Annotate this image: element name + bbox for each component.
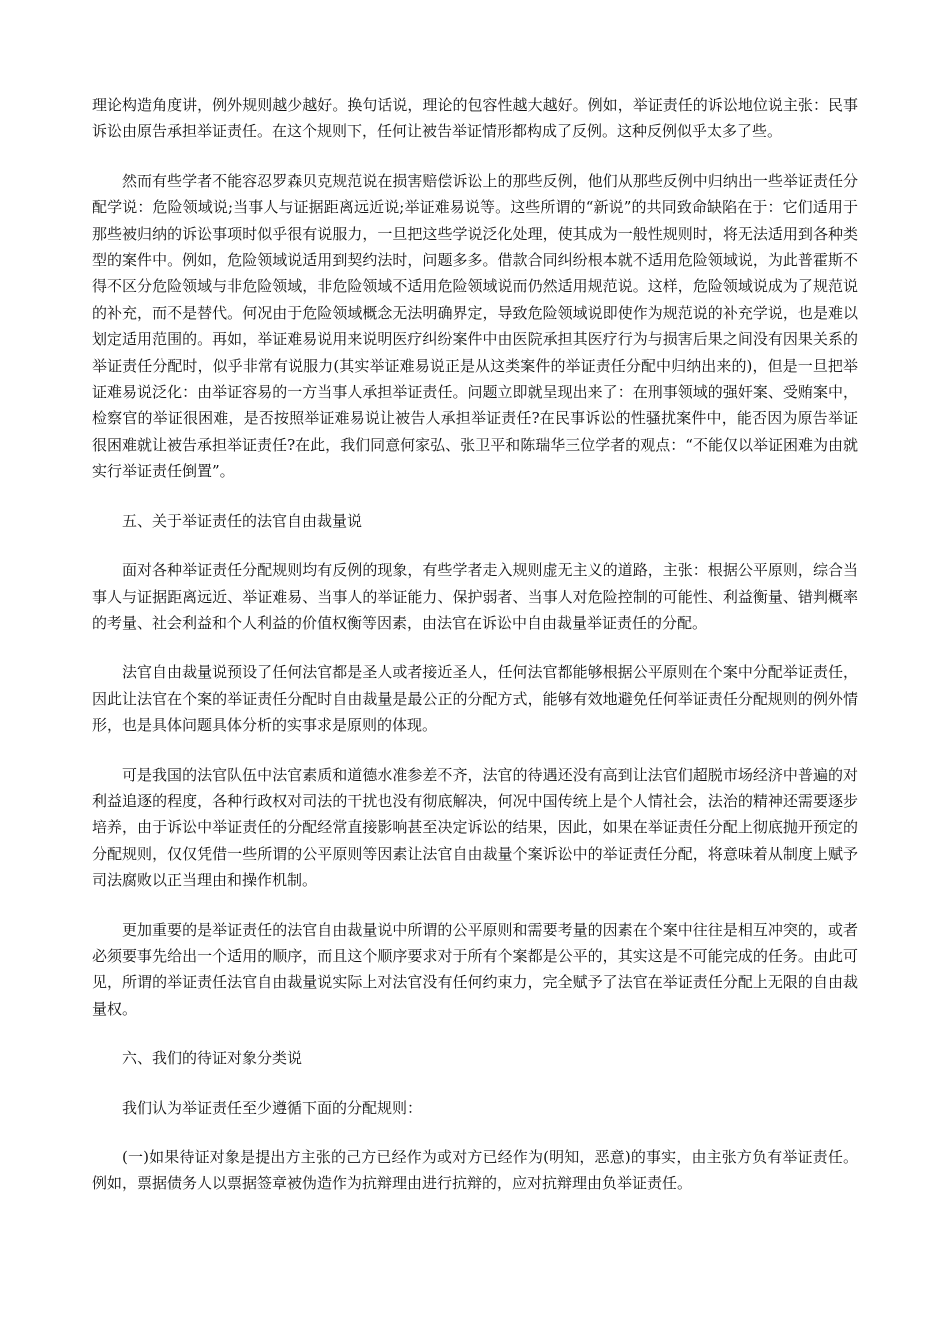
paragraph-conflicting-factors: 更加重要的是举证责任的法官自由裁量说中所谓的公平原则和需要考量的因素在个案中往往是相互冲突的，或者必须要事先给出一个适用的顺序，而且这个顺序要求对于所有个案都是公平的，其实这是不可能完成的任务。由此可见，所谓的举证责任法官自由裁量说实际上对法官没有任何约束力，完全赋予了法官在举证责任分配上无限的自由裁量权。	[92, 920, 858, 1018]
paragraph-discretion-premise: 法官自由裁量说预设了任何法官都是圣人或者接近圣人，任何法官都能够根据公平原则在个案中分配举证责任，因此让法官在个案的举证责任分配时自由裁量是最公正的分配方式，能够有效地避免任何举证责任分配规则的例外情形，也是具体问题具体分析的实事求是原则的体现。	[92, 663, 858, 735]
document-page	[92, 92, 858, 1220]
section-heading-5: 五、关于举证责任的法官自由裁量说	[122, 511, 363, 530]
section-heading-6: 六、我们的待证对象分类说	[122, 1049, 303, 1068]
paragraph-judicial-reality: 可是我国的法官队伍中法官素质和道德水准参差不齐，法官的待遇还没有高到让法官们超脱市场经济中普遍的对利益追逐的程度，各种行政权对司法的干扰也没有彻底解决，何况中国传统上是个人情社会，法治的精神还需要逐步培养，由于诉讼中举证责任的分配经常直接影响甚至决定诉讼的结果，因此，如果在举证责任分配上彻底抛开预定的分配规则，仅仅凭借一些所谓的公平原则等因素让法官自由裁量个案诉讼中的举证责任分配，将意味着从制度上赋予司法腐败以正当理由和操作机制。	[92, 765, 858, 890]
paragraph-continuation: 理论构造角度讲，例外规则越少越好。换句话说，理论的包容性越大越好。例如，举证责任的诉讼地位说主张：民事诉讼由原告承担举证责任。在这个规则下，任何让被告举证情形都构成了反例。这种反例似乎太多了些。	[92, 96, 858, 141]
paragraph-rules-intro: 我们认为举证责任至少遵循下面的分配规则：	[122, 1098, 423, 1117]
paragraph-discretion-claim: 面对各种举证责任分配规则均有反例的现象，有些学者走入规则虚无主义的道路，主张：根据公平原则，综合当事人与证据距离远近、举证难易、当事人的举证能力、保护弱者、当事人对危险控制的可能性、利益衡量、错判概率的考量、社会利益和个人利益的价值权衡等因素，由法官在诉讼中自由裁量举证责任的分配。	[92, 561, 858, 632]
paragraph-rule-1: (一)如果待证对象是提出方主张的己方已经作为或对方已经作为(明知，恶意)的事实，由主张方负有举证责任。例如，票据债务人以票据签章被伪造作为抗辩理由进行抗辩的，应对抗辩理由负举证责任。	[92, 1148, 858, 1193]
paragraph-risk-domain-critique: 然而有些学者不能容忍罗森贝克规范说在损害赔偿诉讼上的那些反例，他们从那些反例中归纳出一些举证责任分配学说：危险领域说;当事人与证据距离远近说;举证难易说等。这些所谓的“新说”的共同致命缺陷在于：它们适用于那些被归纳的诉讼事项时似乎很有说服力，一旦把这些学说泛化处理，使其成为一般性规则时，将无法适用到各种类型的案件中。例如，危险领域说适用到契约法时，问题多多。借款合同纠纷根本就不适用危险领域说，为此普霍斯不得不区分危险领域与非危险领域，非危险领域不适用危险领域说而仍然适用规范说。这样，危险领域说成为了规范说的补充，而不是替代。何况由于危险领域概念无法明确界定，导致危险领域说即使作为规范说的补充学说，也是难以划定适用范围的。再如，举证难易说用来说明医疗纠纷案件中由医院承担其医疗行为与损害后果之间没有因果关系的举证责任分配时，似乎非常有说服力(其实举证难易说正是从这类案件的举证责任分配中归纳出来的)，但是一旦把举证难易说泛化：由举证容易的一方当事人承担举证责任。问题立即就呈现出来了：在刑事领域的强奸案、受贿案中，检察官的举证很困难，是否按照举证难易说让被告人承担举证责任?在民事诉讼的性骚扰案件中，能否因为原告举证很困难就让被告承担举证责任?在此，我们同意何家弘、张卫平和陈瑞华三位学者的观点：“不能仅以举证困难为由就实行举证责任倒置”。	[92, 171, 858, 481]
